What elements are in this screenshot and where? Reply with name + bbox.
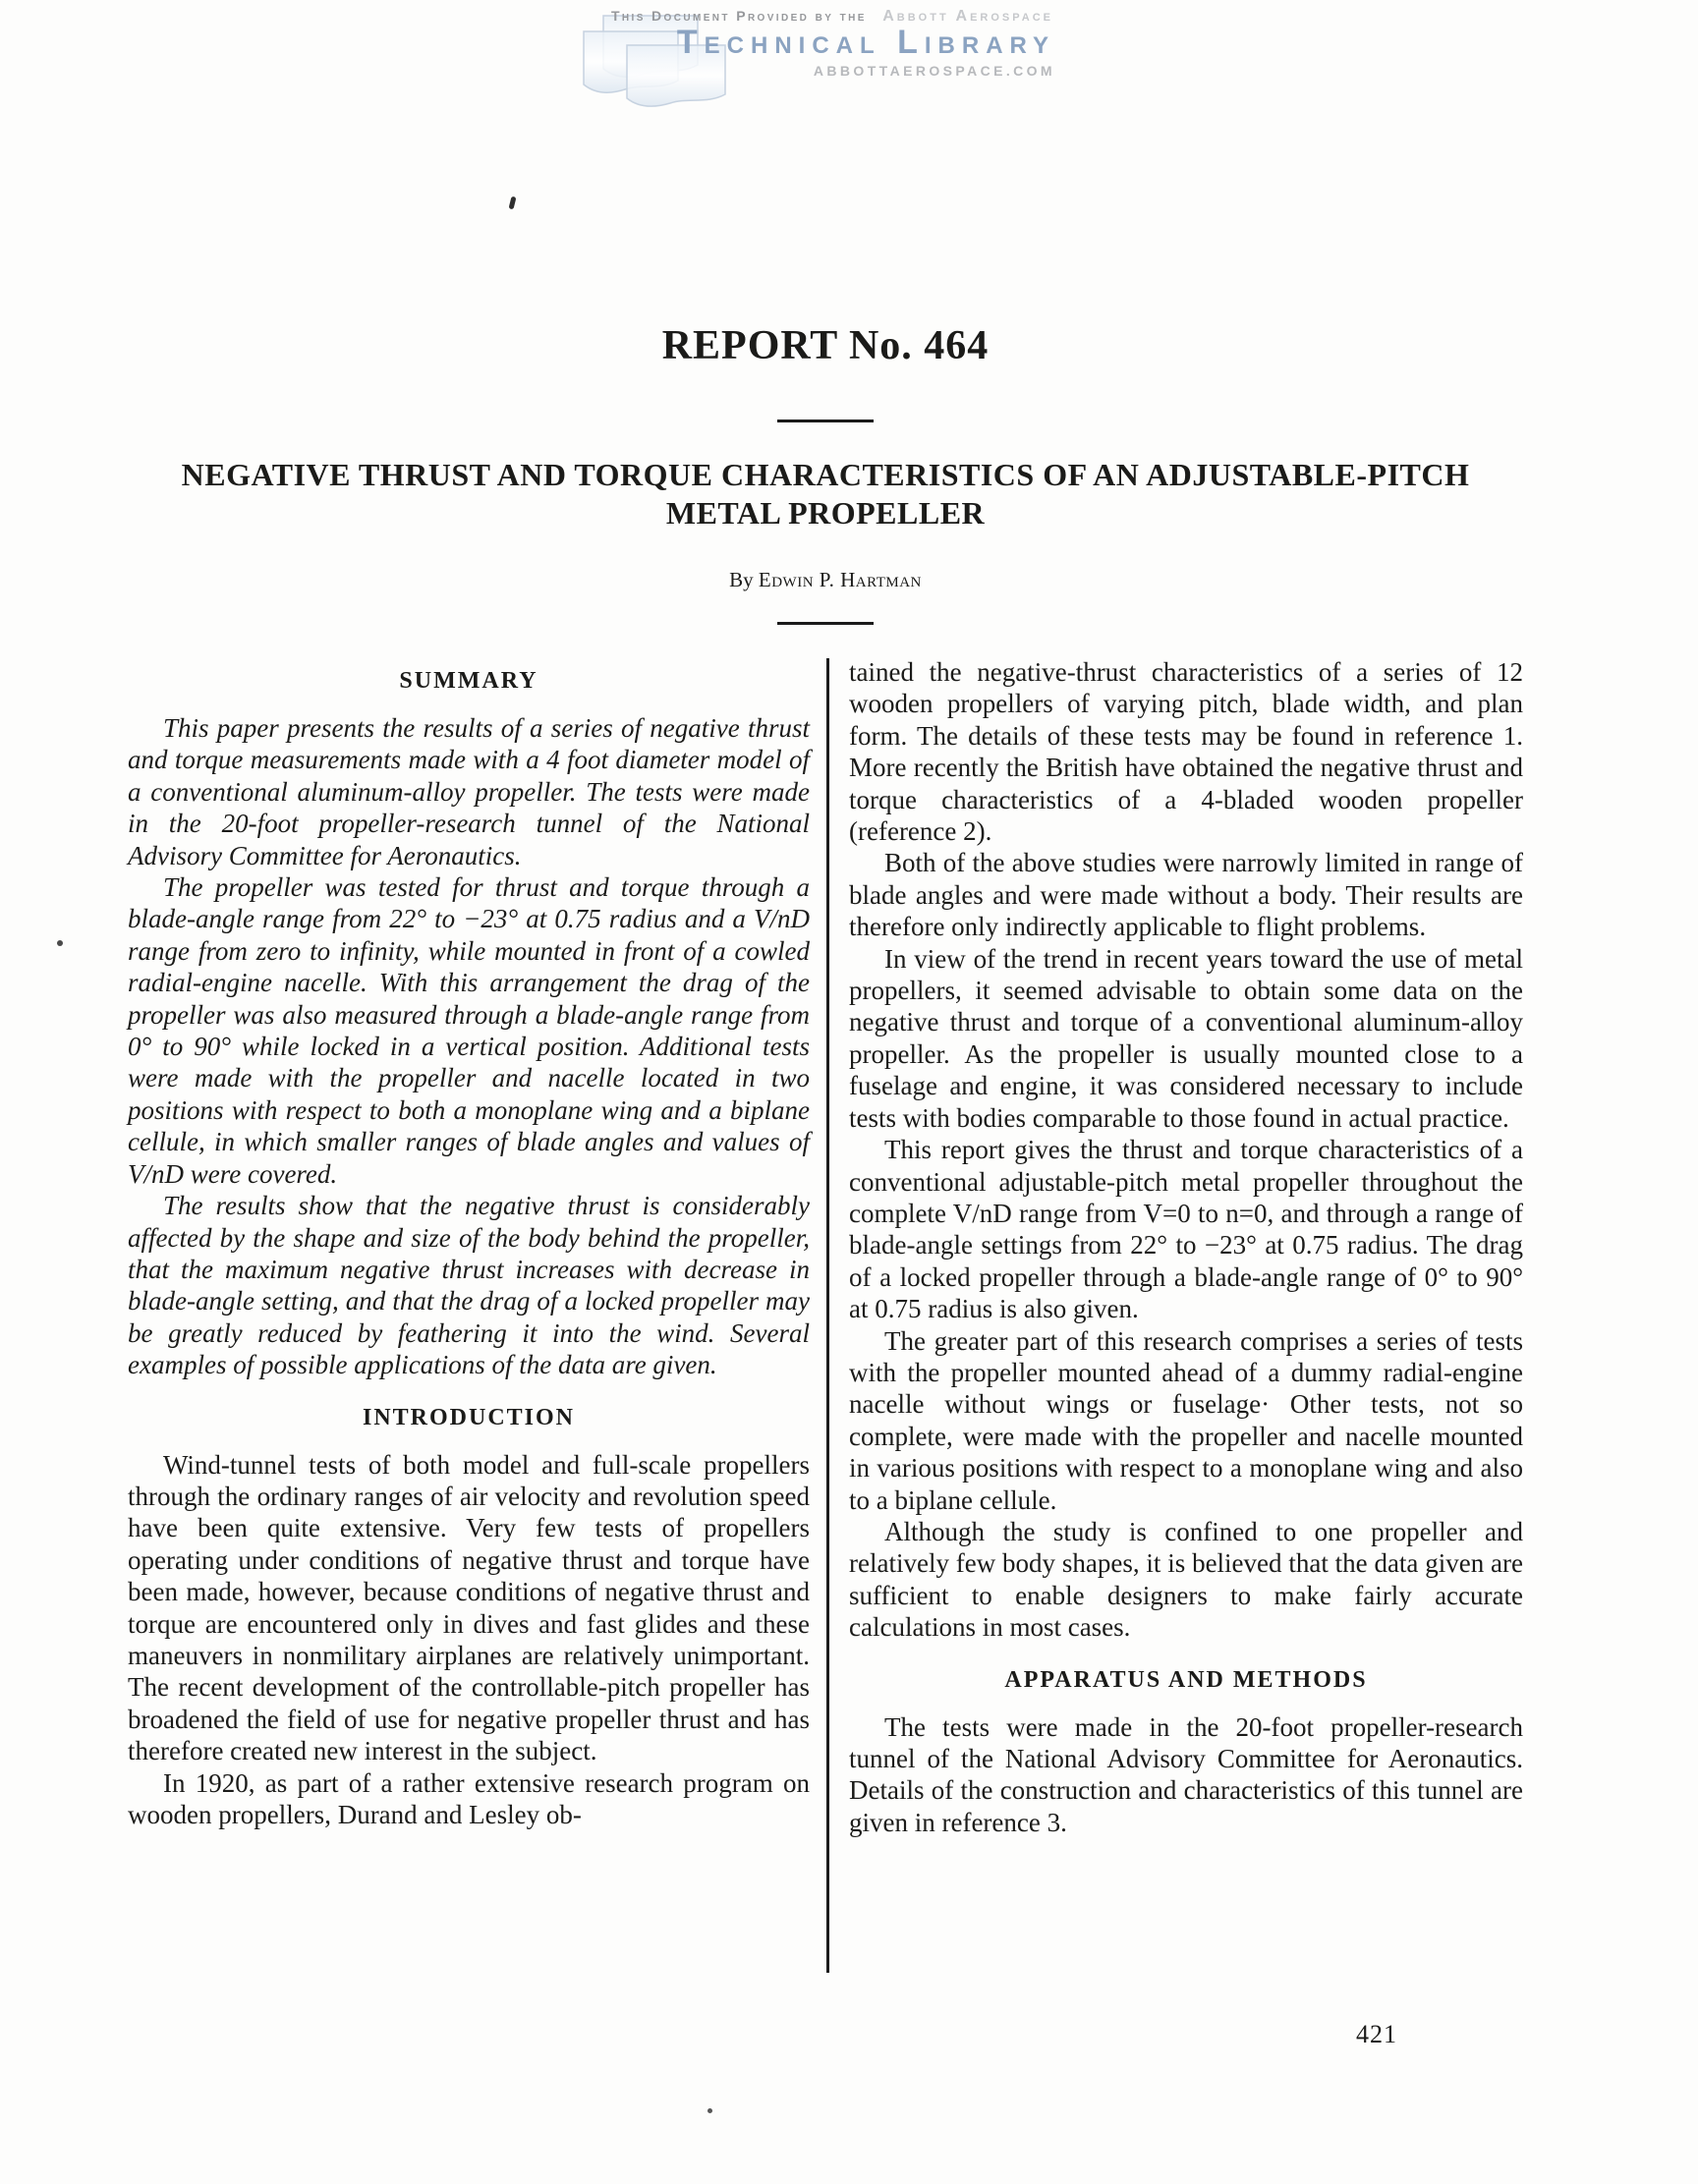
column-divider-rule	[826, 658, 829, 1973]
body-paragraph: In 1920, as part of a rather extensive research program on wooden propellers, Durand and Lesley ob-	[128, 1767, 810, 1829]
provider-banner	[572, 4, 1055, 120]
section-heading: INTRODUCTION	[362, 1404, 576, 1430]
page-number: 421	[1356, 2020, 1397, 2048]
separator-rule-top	[777, 420, 874, 422]
body-paragraph: In view of the trend in recent years toward the use of metal propellers, it seemed advisable to obtain some data on the negative thrust and torque of a conventional aluminum-alloy propeller. As the propeller is usually mounted close to a fuselage and engine, it was considered necessary to include tests with bodies comparable to those found in actual practice.	[849, 943, 1523, 1133]
body-paragraph: This report gives the thrust and torque characteristics of a conventional adjustable-pitch metal propeller throughout the complete V/nD range from V=0 to n=0, and through a range of blade-angle settings from 22° to −23° at 0.75 radius. The drag of a locked propeller through a blade-angle range of 0° to 90° at 0.75 radius is also given.	[849, 1135, 1523, 1324]
report-title	[128, 456, 1523, 532]
body-paragraph: This paper presents the results of a series of negative thrust and torque measurements made with a 4 foot diameter model of a conventional aluminum-alloy propeller. The tests were made in the 20-foot propeller-research tunnel of the National Advisory Committee for Aeronautics.	[128, 713, 810, 870]
body-paragraph: The results show that the negative thrust is considerably affected by the shape and size of the body behind the propeller, that the maximum negative thrust increases with decrease in blade-angle setting, and that the drag of a locked propeller may be greatly reduced by feathering it into the wind. Several examples of possible applications of the data are given.	[128, 1191, 810, 1380]
body-paragraph: Although the study is confined to one propeller and relatively few body shapes, it is believed that the data given are sufficient to enable designers to make fairly accurate calculations in most cases.	[849, 1516, 1523, 1643]
report-title-line2: METAL PROPELLER	[665, 495, 986, 531]
banner-provided-by: This Document Provided by the	[610, 8, 867, 24]
section-heading: APPARATUS AND METHODS	[1004, 1666, 1368, 1693]
right-column	[849, 656, 1523, 1838]
report-number: REPORT No. 464	[661, 323, 990, 368]
two-column-body	[128, 656, 1523, 1992]
banner-domain: ABBOTTAEROSPACE.COM	[813, 63, 1055, 79]
scan-artifact	[57, 940, 63, 946]
banner-brand: Abbott Aerospace	[882, 8, 1053, 25]
scan-artifact	[509, 196, 517, 210]
body-paragraph: Wind-tunnel tests of both model and full-scale propellers through the ordinary ranges of air velocity and revolution speed have been quite extensive. Very few tests of propellers operating under conditions of negative thrust and torque have been made, however, because conditions of negative thrust and torque are encountered only in dives and fast glides and these maneuvers in nonmilitary airplanes are relatively unimportant. The recent development of the controllable-pitch propeller has broadened the field of use for negative propeller thrust and has therefore created new interest in the subject.	[128, 1449, 810, 1766]
separator-rule-byline	[777, 622, 874, 625]
left-column	[128, 656, 810, 1830]
report-title-line1: NEGATIVE THRUST AND TORQUE CHARACTERISTICS OF AN ADJUSTABLE-PITCH	[181, 457, 1470, 492]
body-paragraph: The propeller was tested for thrust and torque through a blade-angle range from 22° to −23° at 0.75 radius and a V/nD range from zero to infinity, while mounted in front of a cowled radial-engine nacelle. With this arrangement the drag of the propeller was also measured through a blade-angle range from 0° to 90° while locked in a vertical position. Additional tests were made with the propeller and nacelle located in two positions with respect to both a monoplane wing and a biplane cellule, in which smaller ranges of blade angles and values of V/nD were covered.	[128, 872, 810, 1189]
byline-prefix: By	[729, 568, 754, 591]
body-paragraph: The tests were made in the 20-foot propeller-research tunnel of the National Advisory Committee for Aeronautics. Details of the construction and characteristics of this tunnel are given in reference 3.	[849, 1711, 1523, 1837]
body-paragraph: The greater part of this research comprises a series of tests with the propeller mounted ahead of a dummy radial-engine nacelle without wings or fuselage· Other tests, not so complete, were made with the propeller and nacelle mounted in various positions with respect to a monoplane wing and also to a biplane cellule.	[849, 1325, 1523, 1515]
byline	[128, 568, 1523, 592]
banner-library-title: Technical Library	[676, 24, 1055, 61]
scan-artifact	[708, 2108, 712, 2113]
section-heading: SUMMARY	[399, 668, 538, 694]
author-name: Edwin P. Hartman	[758, 568, 922, 591]
body-paragraph: tained the negative-thrust characteristics of a series of 12 wooden propellers of varying pitch, blade width, and plan form. The details of these tests may be found in reference 1. More recently the British have obtained the negative thrust and torque characteristics of a 4-bladed wooden propeller (reference 2).	[849, 657, 1523, 847]
body-paragraph: Both of the above studies were narrowly limited in range of blade angles and were made without a body. Their results are therefore only indirectly applicable to flight problems.	[849, 848, 1523, 942]
